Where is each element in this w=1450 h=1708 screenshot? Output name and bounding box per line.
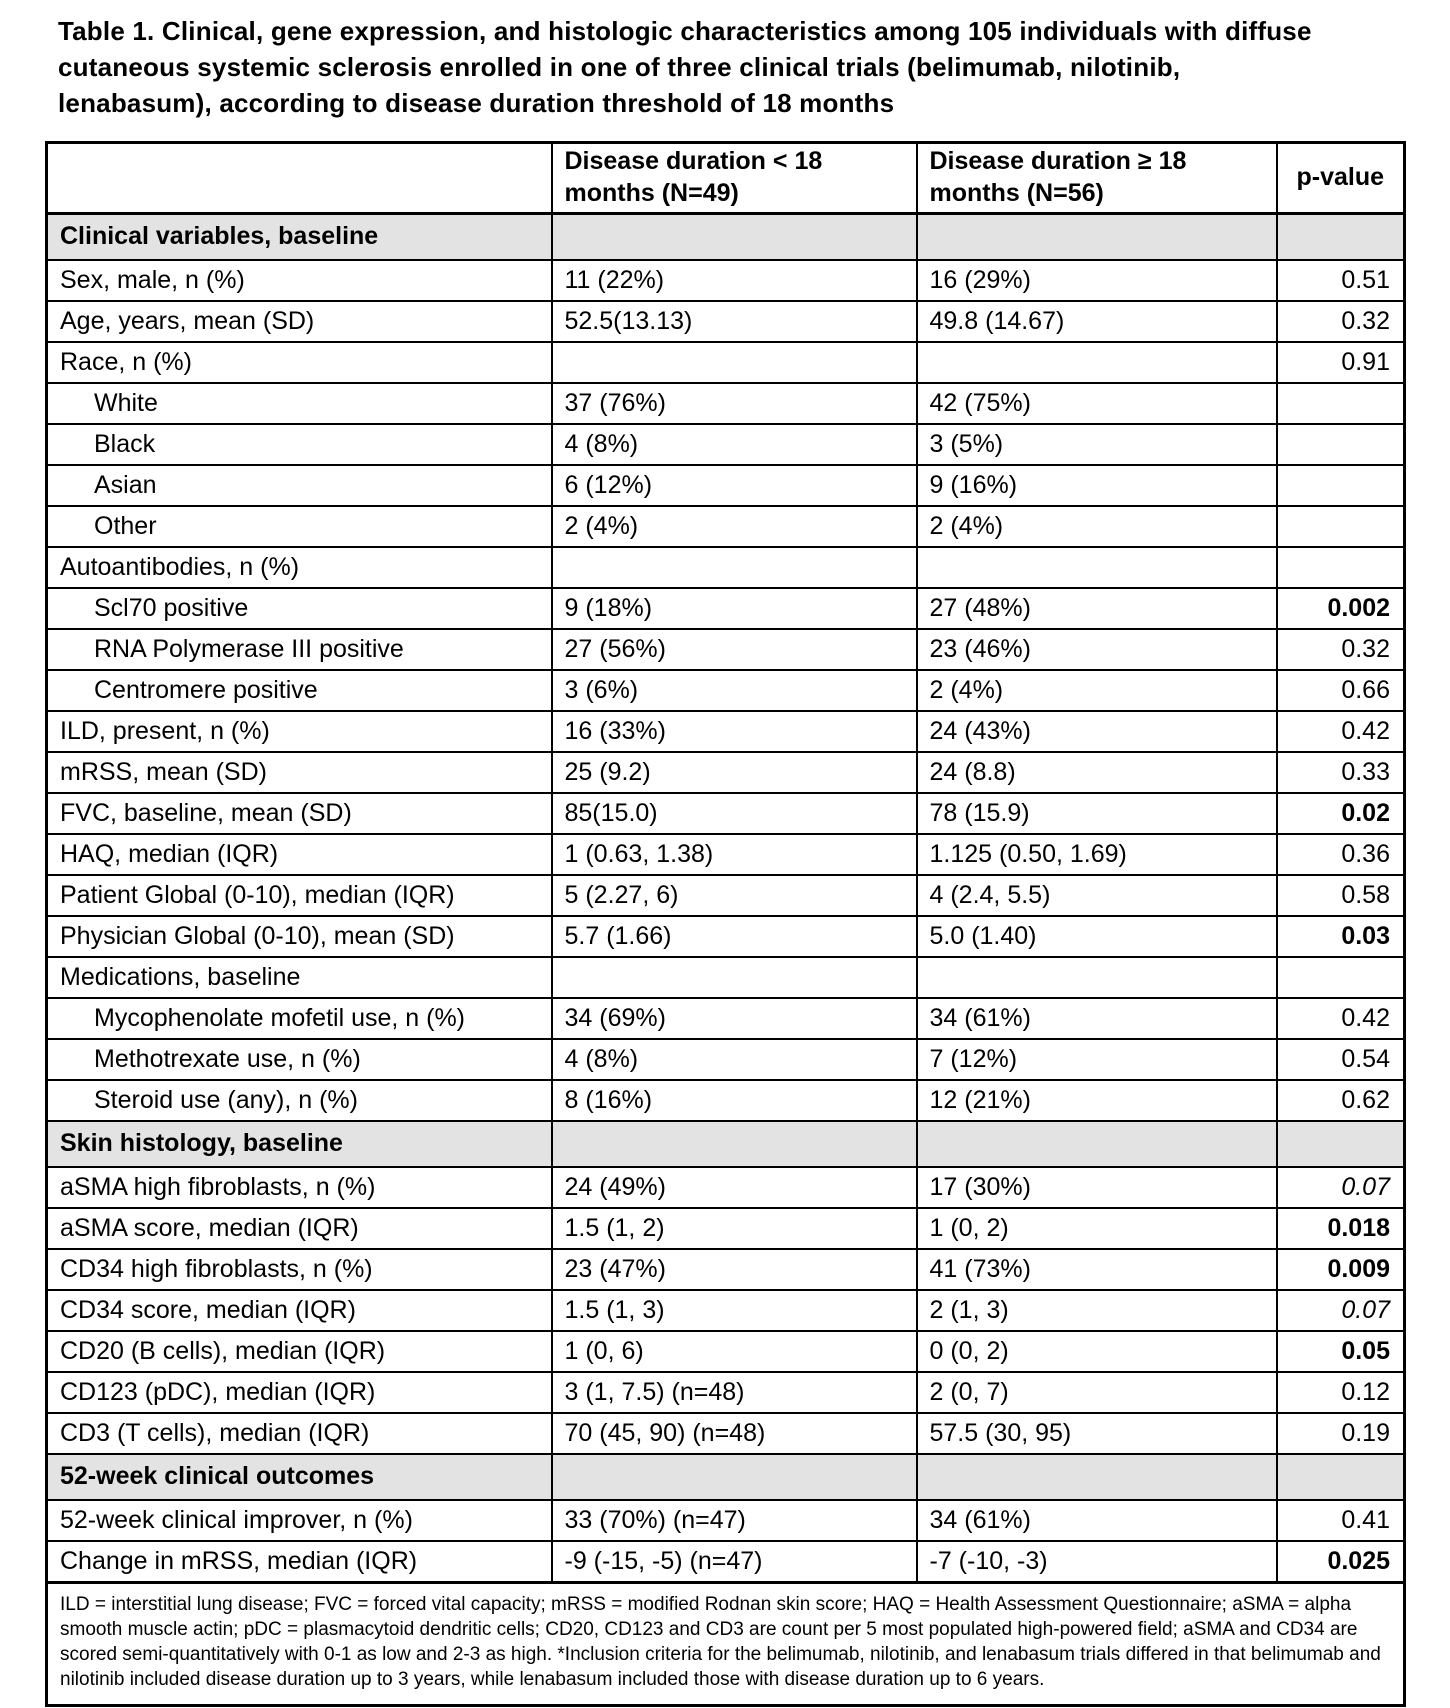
p-value-cell: 0.42 xyxy=(1277,998,1405,1039)
row-label-cell: HAQ, median (IQR) xyxy=(47,834,552,875)
row-label-cell: Physician Global (0-10), mean (SD) xyxy=(47,916,552,957)
p-value-cell: 0.12 xyxy=(1277,1372,1405,1413)
value-cell-ge18: 3 (5%) xyxy=(917,424,1277,465)
table-row xyxy=(47,1039,1405,1080)
value-cell-ge18 xyxy=(917,342,1277,383)
table-row xyxy=(47,547,1405,588)
table-row xyxy=(47,957,1405,998)
p-value-cell xyxy=(1277,465,1405,506)
row-label-cell: ILD, present, n (%) xyxy=(47,711,552,752)
row-label-cell: Age, years, mean (SD) xyxy=(47,301,552,342)
section-label-cell: Clinical variables, baseline xyxy=(47,213,552,260)
value-cell-lt18: 5 (2.27, 6) xyxy=(552,875,917,916)
table-row xyxy=(47,383,1405,424)
section-row xyxy=(47,213,1405,260)
row-label-cell: Methotrexate use, n (%) xyxy=(47,1039,552,1080)
row-label-cell: RNA Polymerase III positive xyxy=(47,629,552,670)
value-cell-lt18 xyxy=(552,342,917,383)
table-footer xyxy=(47,1582,1405,1705)
p-value-cell: 0.05 xyxy=(1277,1331,1405,1372)
table-row xyxy=(47,1331,1405,1372)
value-cell-lt18: 16 (33%) xyxy=(552,711,917,752)
table-row xyxy=(47,629,1405,670)
section-empty-cell xyxy=(917,1121,1277,1167)
row-label-cell: CD34 score, median (IQR) xyxy=(47,1290,552,1331)
p-value-cell: 0.42 xyxy=(1277,711,1405,752)
row-label-cell: mRSS, mean (SD) xyxy=(47,752,552,793)
value-cell-ge18: 57.5 (30, 95) xyxy=(917,1413,1277,1454)
column-header-duration-ge18: Disease duration ≥ 18 months (N=56) xyxy=(917,142,1277,213)
value-cell-ge18: 0 (0, 2) xyxy=(917,1331,1277,1372)
p-value-cell: 0.19 xyxy=(1277,1413,1405,1454)
value-cell-lt18: 23 (47%) xyxy=(552,1249,917,1290)
value-cell-ge18: 41 (73%) xyxy=(917,1249,1277,1290)
p-value-cell: 0.41 xyxy=(1277,1500,1405,1541)
value-cell-lt18: 34 (69%) xyxy=(552,998,917,1039)
table-row xyxy=(47,834,1405,875)
value-cell-ge18: 42 (75%) xyxy=(917,383,1277,424)
row-label-cell: Autoantibodies, n (%) xyxy=(47,547,552,588)
table-row xyxy=(47,1372,1405,1413)
table-row xyxy=(47,260,1405,301)
row-label-cell: Sex, male, n (%) xyxy=(47,260,552,301)
value-cell-ge18: 2 (0, 7) xyxy=(917,1372,1277,1413)
row-label-cell: aSMA score, median (IQR) xyxy=(47,1208,552,1249)
value-cell-lt18: 8 (16%) xyxy=(552,1080,917,1121)
row-label-cell: Race, n (%) xyxy=(47,342,552,383)
row-label-cell: Patient Global (0-10), median (IQR) xyxy=(47,875,552,916)
p-value-cell: 0.07 xyxy=(1277,1290,1405,1331)
value-cell-ge18: 2 (4%) xyxy=(917,506,1277,547)
p-value-cell: 0.66 xyxy=(1277,670,1405,711)
p-value-cell: 0.03 xyxy=(1277,916,1405,957)
row-label-cell: CD34 high fibroblasts, n (%) xyxy=(47,1249,552,1290)
value-cell-lt18: 11 (22%) xyxy=(552,260,917,301)
value-cell-lt18: 27 (56%) xyxy=(552,629,917,670)
value-cell-ge18: 49.8 (14.67) xyxy=(917,301,1277,342)
row-label-cell: Medications, baseline xyxy=(47,957,552,998)
value-cell-lt18: 25 (9.2) xyxy=(552,752,917,793)
table-row xyxy=(47,916,1405,957)
table-row xyxy=(47,793,1405,834)
value-cell-ge18: 23 (46%) xyxy=(917,629,1277,670)
column-header-pvalue: p-value xyxy=(1277,142,1405,213)
value-cell-ge18: 78 (15.9) xyxy=(917,793,1277,834)
value-cell-ge18: 12 (21%) xyxy=(917,1080,1277,1121)
value-cell-lt18: 3 (1, 7.5) (n=48) xyxy=(552,1372,917,1413)
value-cell-lt18: 33 (70%) (n=47) xyxy=(552,1500,917,1541)
value-cell-lt18: 1.5 (1, 2) xyxy=(552,1208,917,1249)
row-label-cell: Other xyxy=(47,506,552,547)
p-value-cell xyxy=(1277,506,1405,547)
p-value-cell: 0.009 xyxy=(1277,1249,1405,1290)
p-value-cell: 0.018 xyxy=(1277,1208,1405,1249)
table-row xyxy=(47,1500,1405,1541)
section-empty-cell xyxy=(917,213,1277,260)
section-empty-cell xyxy=(552,1121,917,1167)
value-cell-ge18: -7 (-10, -3) xyxy=(917,1541,1277,1583)
row-label-cell: CD123 (pDC), median (IQR) xyxy=(47,1372,552,1413)
characteristics-table xyxy=(45,141,1406,1707)
value-cell-lt18 xyxy=(552,957,917,998)
table-row xyxy=(47,998,1405,1039)
value-cell-ge18: 34 (61%) xyxy=(917,998,1277,1039)
section-row xyxy=(47,1121,1405,1167)
row-label-cell: Black xyxy=(47,424,552,465)
value-cell-ge18: 16 (29%) xyxy=(917,260,1277,301)
section-empty-cell xyxy=(917,1454,1277,1500)
table-row xyxy=(47,875,1405,916)
row-label-cell: White xyxy=(47,383,552,424)
value-cell-ge18: 24 (8.8) xyxy=(917,752,1277,793)
p-value-cell xyxy=(1277,957,1405,998)
p-value-cell xyxy=(1277,547,1405,588)
section-empty-cell xyxy=(1277,1121,1405,1167)
p-value-cell: 0.51 xyxy=(1277,260,1405,301)
section-empty-cell xyxy=(1277,213,1405,260)
value-cell-lt18: 85(15.0) xyxy=(552,793,917,834)
row-label-cell: aSMA high fibroblasts, n (%) xyxy=(47,1167,552,1208)
value-cell-ge18 xyxy=(917,547,1277,588)
p-value-cell: 0.002 xyxy=(1277,588,1405,629)
table-row xyxy=(47,424,1405,465)
table-row xyxy=(47,1541,1405,1583)
value-cell-lt18: 9 (18%) xyxy=(552,588,917,629)
column-header-duration-lt18: Disease duration < 18 months (N=49) xyxy=(552,142,917,213)
table-title: Table 1. Clinical, gene expression, and histologic characteristics among 105 individuals with diffuse cutaneous systemic sclerosis enrolled in one of three clinical trials (belimumab, nilotinib, lenabasum), according to disease duration threshold of 18 months xyxy=(58,16,1312,118)
row-label-cell: Steroid use (any), n (%) xyxy=(47,1080,552,1121)
table-row xyxy=(47,506,1405,547)
value-cell-lt18: 5.7 (1.66) xyxy=(552,916,917,957)
row-label-cell: 52-week clinical improver, n (%) xyxy=(47,1500,552,1541)
table-row xyxy=(47,1413,1405,1454)
value-cell-lt18: 4 (8%) xyxy=(552,1039,917,1080)
row-label-cell: CD3 (T cells), median (IQR) xyxy=(47,1413,552,1454)
row-label-cell: Mycophenolate mofetil use, n (%) xyxy=(47,998,552,1039)
table-row xyxy=(47,1080,1405,1121)
column-header-empty xyxy=(47,142,552,213)
table-row xyxy=(47,1208,1405,1249)
value-cell-lt18: -9 (-15, -5) (n=47) xyxy=(552,1541,917,1583)
table-row xyxy=(47,670,1405,711)
table-row xyxy=(47,1249,1405,1290)
p-value-cell: 0.025 xyxy=(1277,1541,1405,1583)
table-row xyxy=(47,1167,1405,1208)
table-row xyxy=(47,752,1405,793)
value-cell-lt18: 1 (0.63, 1.38) xyxy=(552,834,917,875)
row-label-cell: Scl70 positive xyxy=(47,588,552,629)
table-header xyxy=(47,142,1405,213)
row-label-cell: Change in mRSS, median (IQR) xyxy=(47,1541,552,1583)
value-cell-lt18: 6 (12%) xyxy=(552,465,917,506)
p-value-cell: 0.54 xyxy=(1277,1039,1405,1080)
value-cell-lt18: 52.5(13.13) xyxy=(552,301,917,342)
value-cell-ge18: 2 (1, 3) xyxy=(917,1290,1277,1331)
value-cell-ge18: 4 (2.4, 5.5) xyxy=(917,875,1277,916)
p-value-cell: 0.58 xyxy=(1277,875,1405,916)
p-value-cell: 0.02 xyxy=(1277,793,1405,834)
p-value-cell: 0.32 xyxy=(1277,629,1405,670)
value-cell-ge18: 1 (0, 2) xyxy=(917,1208,1277,1249)
value-cell-ge18: 2 (4%) xyxy=(917,670,1277,711)
value-cell-lt18: 24 (49%) xyxy=(552,1167,917,1208)
table-row xyxy=(47,342,1405,383)
table-header-row xyxy=(47,142,1405,213)
p-value-cell xyxy=(1277,383,1405,424)
value-cell-lt18: 3 (6%) xyxy=(552,670,917,711)
table-row xyxy=(47,711,1405,752)
row-label-cell: FVC, baseline, mean (SD) xyxy=(47,793,552,834)
p-value-cell: 0.62 xyxy=(1277,1080,1405,1121)
value-cell-lt18: 70 (45, 90) (n=48) xyxy=(552,1413,917,1454)
p-value-cell: 0.91 xyxy=(1277,342,1405,383)
p-value-cell: 0.32 xyxy=(1277,301,1405,342)
table-row xyxy=(47,1290,1405,1331)
table-row xyxy=(47,588,1405,629)
value-cell-ge18: 7 (12%) xyxy=(917,1039,1277,1080)
value-cell-ge18: 27 (48%) xyxy=(917,588,1277,629)
footnote-row xyxy=(47,1582,1405,1705)
section-label-cell: Skin histology, baseline xyxy=(47,1121,552,1167)
footnote-text: ILD = interstitial lung disease; FVC = forced vital capacity; mRSS = modified Rodnan skin score; HAQ = Health Assessment Questionnaire; aSMA = alpha smooth muscle actin; pDC = plasmacytoid dendritic cells; CD20, CD123 and CD3 are count per 5 most populated high-powered field; aSMA and CD34 are scored semi-quantitatively with 0-1 as low and 2-3 as high. *Inclusion criteria for the belimumab, nilotinib, and lenabasum trials differed in that belimumab and nilotinib included disease duration up to 3 years, while lenabasum included those with disease duration up to 6 years. xyxy=(47,1582,1405,1705)
value-cell-ge18: 24 (43%) xyxy=(917,711,1277,752)
value-cell-ge18: 1.125 (0.50, 1.69) xyxy=(917,834,1277,875)
value-cell-ge18: 17 (30%) xyxy=(917,1167,1277,1208)
section-row xyxy=(47,1454,1405,1500)
value-cell-lt18: 1.5 (1, 3) xyxy=(552,1290,917,1331)
p-value-cell xyxy=(1277,424,1405,465)
table-body xyxy=(47,213,1405,1582)
p-value-cell: 0.07 xyxy=(1277,1167,1405,1208)
value-cell-lt18: 37 (76%) xyxy=(552,383,917,424)
table-row xyxy=(47,465,1405,506)
row-label-cell: Asian xyxy=(47,465,552,506)
p-value-cell: 0.36 xyxy=(1277,834,1405,875)
value-cell-ge18: 9 (16%) xyxy=(917,465,1277,506)
p-value-cell: 0.33 xyxy=(1277,752,1405,793)
value-cell-lt18: 2 (4%) xyxy=(552,506,917,547)
value-cell-ge18: 5.0 (1.40) xyxy=(917,916,1277,957)
table-row xyxy=(47,301,1405,342)
value-cell-lt18: 4 (8%) xyxy=(552,424,917,465)
section-label-cell: 52-week clinical outcomes xyxy=(47,1454,552,1500)
section-empty-cell xyxy=(552,213,917,260)
section-empty-cell xyxy=(552,1454,917,1500)
row-label-cell: CD20 (B cells), median (IQR) xyxy=(47,1331,552,1372)
value-cell-lt18 xyxy=(552,547,917,588)
section-empty-cell xyxy=(1277,1454,1405,1500)
value-cell-ge18: 34 (61%) xyxy=(917,1500,1277,1541)
value-cell-ge18 xyxy=(917,957,1277,998)
value-cell-lt18: 1 (0, 6) xyxy=(552,1331,917,1372)
row-label-cell: Centromere positive xyxy=(47,670,552,711)
